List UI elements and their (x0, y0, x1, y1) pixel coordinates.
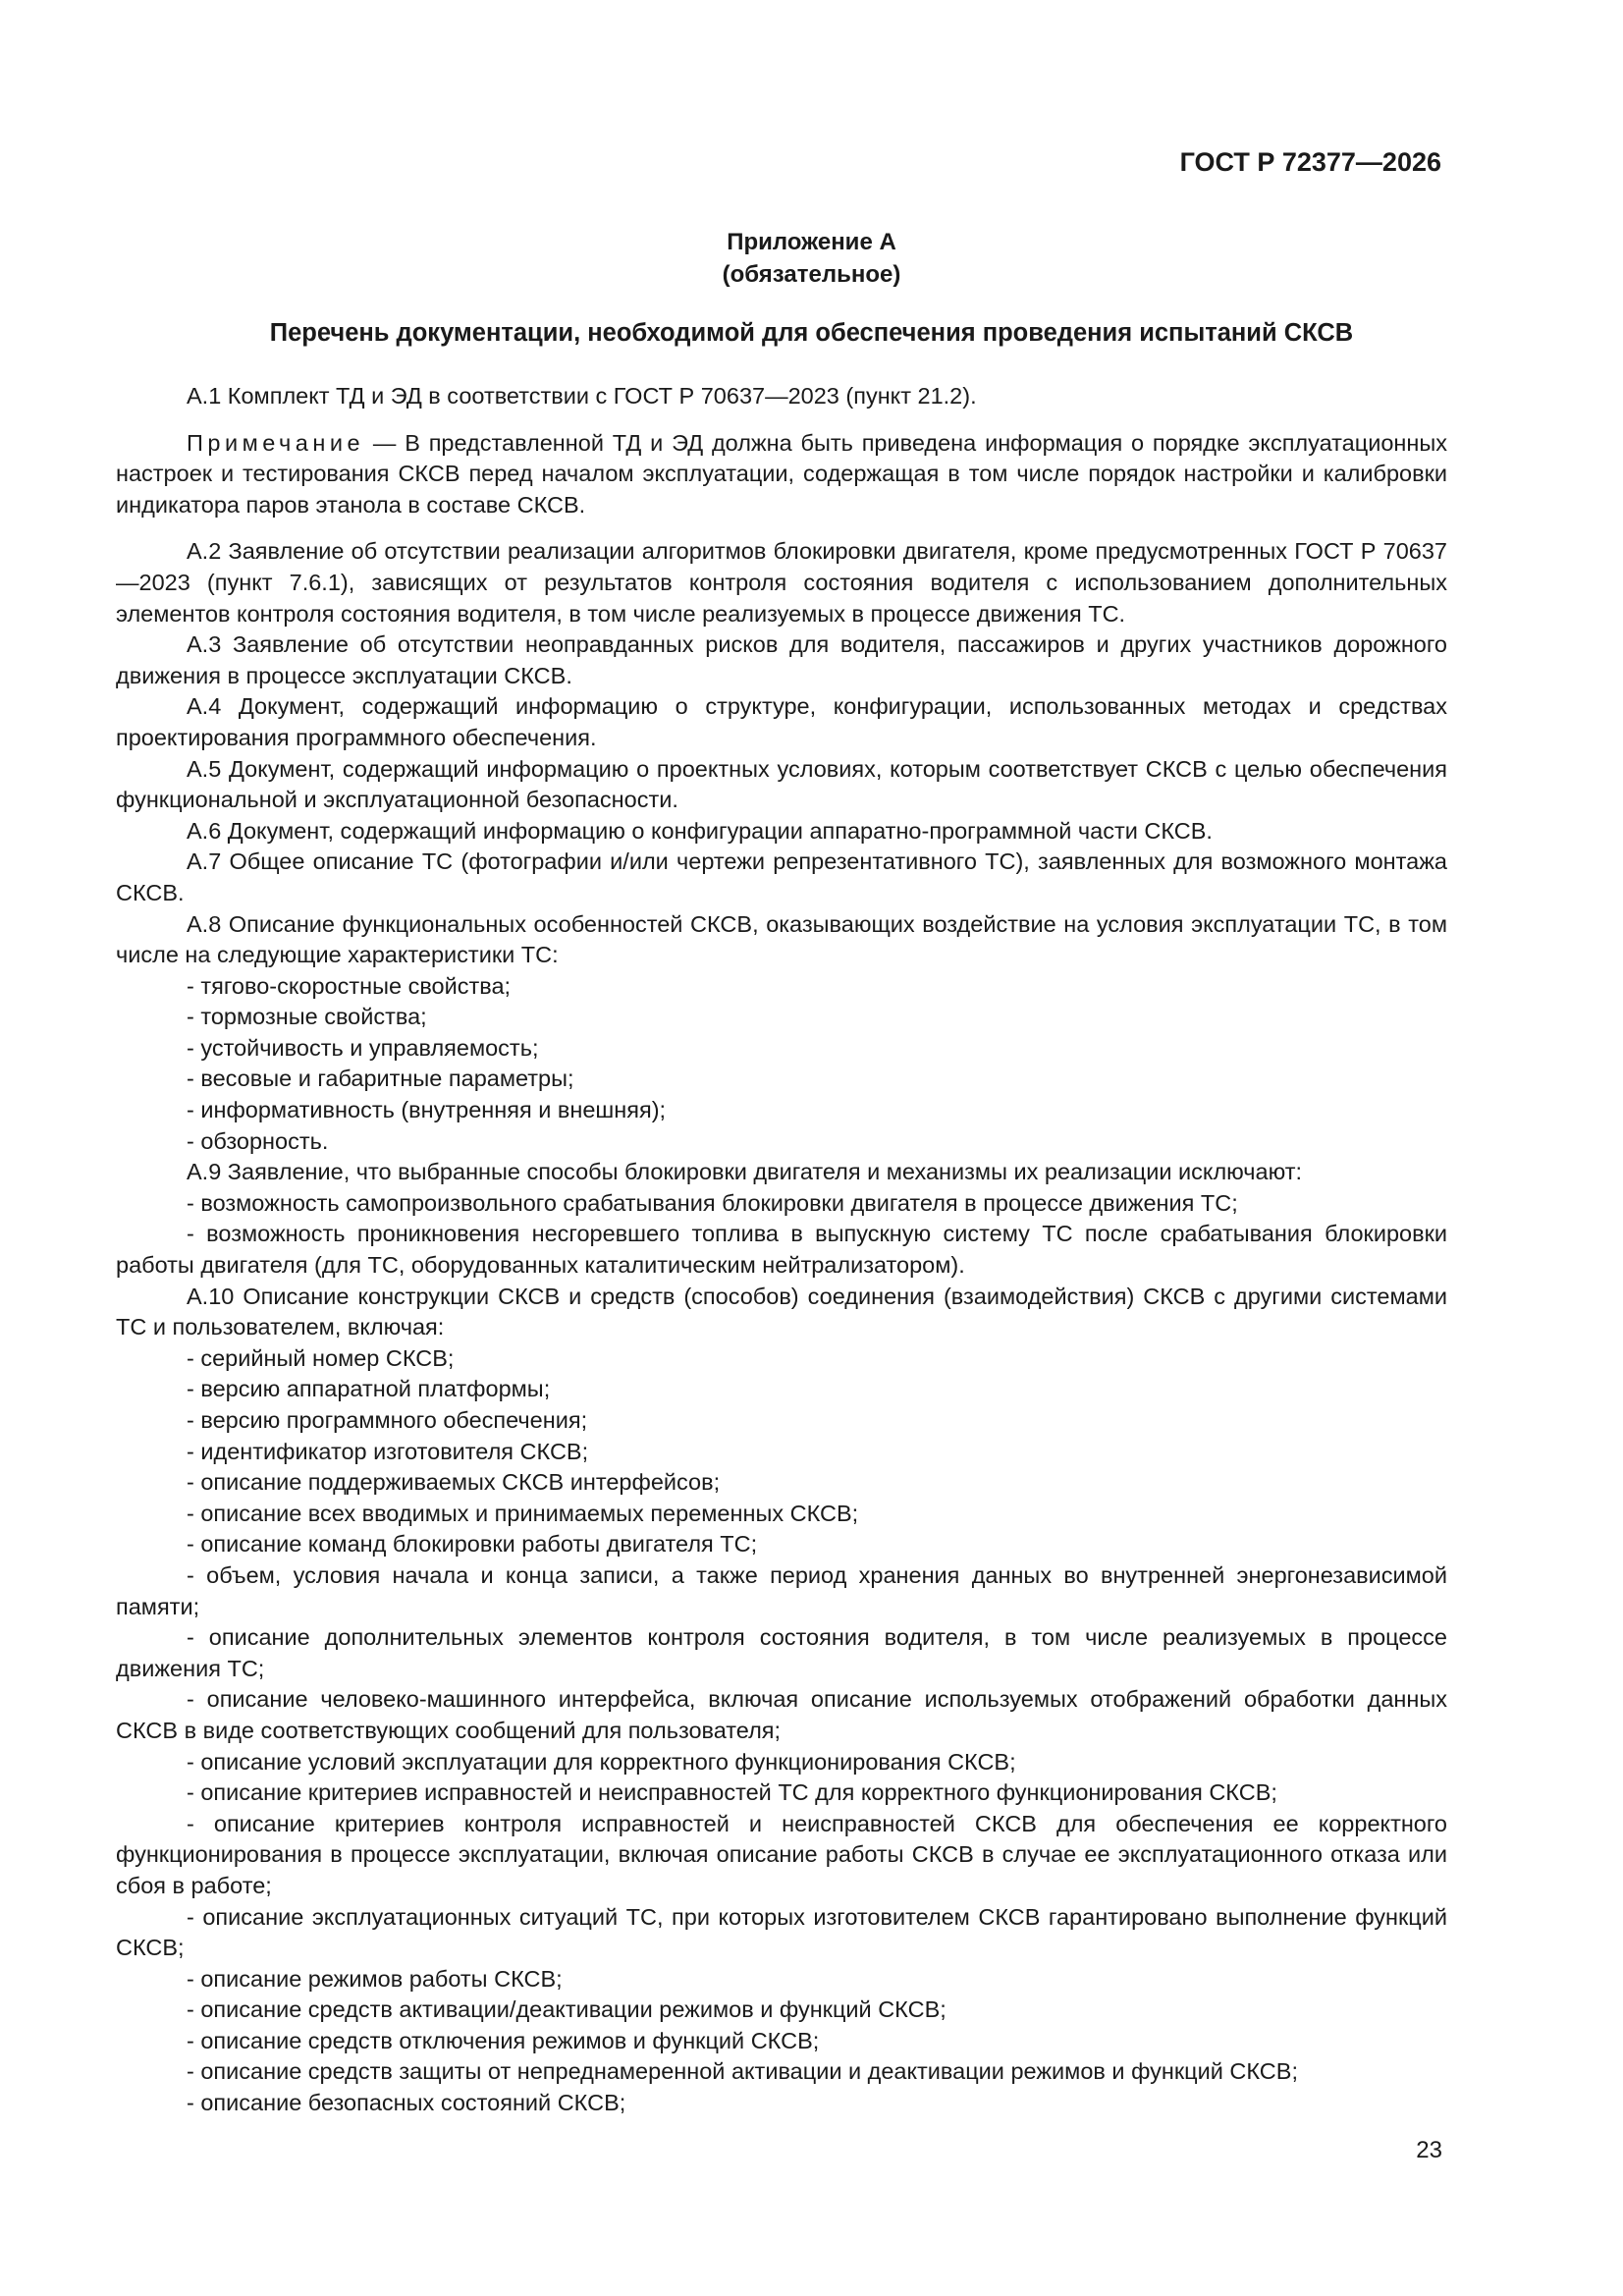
list-item: - описание критериев исправностей и неисправностей ТС для корректного функционирования СКСВ; (187, 1779, 1277, 1806)
list-item: - объем, условия начала и конца записи, а также период хранения данных во внутренней энергонезависимой памяти; (116, 1561, 1447, 1619)
list-item: - описание поддерживаемых СКСВ интерфейсов; (187, 1469, 721, 1496)
list-item: - тягово-скоростные свойства; (187, 972, 512, 999)
section-title: Перечень документации, необходимой для обеспечения проведения испытаний СКСВ (269, 319, 1354, 347)
list-item: - версию программного обеспечения; (187, 1407, 588, 1433)
paragraph-a9: А.9 Заявление, что выбранные способы блокировки двигателя и механизмы их реализации исключают: (187, 1159, 1302, 1185)
paragraph-a2: А.2 Заявление об отсутствии реализации алгоритмов блокировки двигателя, кроме предусмотренных ГОСТ Р 70637—2023 (пункт 7.6.1), зависящих от результатов контроля состояния водителя с использованием дополнительных элементов контроля состояния водителя, в том числе реализуемых в процессе движения ТС. (116, 538, 1447, 627)
list-item: - устойчивость и управляемость; (187, 1034, 539, 1061)
list-item: - серийный номер СКСВ; (187, 1344, 455, 1371)
list-item: - описание средств активации/деактивации режимов и функций СКСВ; (187, 1996, 947, 2023)
document-code: ГОСТ Р 72377—2026 (1179, 147, 1441, 177)
paragraph-a1: А.1 Комплект ТД и ЭД в соответствии с ГОСТ Р 70637—2023 (пункт 21.2). (187, 383, 977, 409)
document-body (116, 381, 1447, 2119)
list-item: - версию аппаратной платформы; (187, 1376, 551, 1402)
list-item: - обзорность. (187, 1127, 329, 1154)
list-item: - описание средств защиты от непреднамеренной активации и деактивации режимов и функций СКСВ; (187, 2058, 1298, 2085)
list-item: - описание дополнительных элементов контроля состояния водителя, в том числе реализуемых в процессе движения ТС; (116, 1624, 1447, 1681)
note-label: Примечание (187, 429, 365, 456)
paragraph-a4: А.4 Документ, содержащий информацию о структуре, конфигурации, использованных методах и средствах проектирования программного обеспечения. (116, 693, 1447, 750)
list-item: - описание режимов работы СКСВ; (187, 1965, 563, 1992)
paragraph-a5: А.5 Документ, содержащий информацию о проектных условиях, которым соответствует СКСВ с целью обеспечения функциональной и эксплуатационной безопасности. (116, 755, 1447, 813)
annex-status: (обязательное) (722, 261, 901, 288)
list-item: - описание условий эксплуатации для корректного функционирования СКСВ; (187, 1748, 1016, 1775)
paragraph-a10: А.10 Описание конструкции СКСВ и средств (способов) соединения (взаимодействия) СКСВ с другими системами ТС и пользователем, включая: (116, 1283, 1447, 1340)
list-item: - идентификатор изготовителя СКСВ; (187, 1438, 589, 1464)
note-text: — В представленной ТД и ЭД должна быть приведена информация о порядке эксплуатационных настроек и тестирования СКСВ перед началом эксплуатации, содержащая в том числе порядок настройки и калибровки индикатора паров этанола в составе СКСВ. (116, 429, 1447, 518)
list-item: - описание критериев контроля исправностей и неисправностей СКСВ для обеспечения ее корректного функционирования в процессе эксплуатации, включая описание работы СКСВ в случае ее эксплуатационного отказа или сбоя в работе; (116, 1810, 1447, 1898)
list-item: - возможность самопроизвольного срабатывания блокировки двигателя в процессе движения ТС; (187, 1189, 1238, 1216)
list-item: - возможность проникновения несгоревшего топлива в выпускную систему ТС после срабатывания блокировки работы двигателя (для ТС, оборудованных каталитическим нейтрализатором). (116, 1221, 1447, 1279)
list-item: - описание эксплуатационных ситуаций ТС, при которых изготовителем СКСВ гарантировано выполнение функций СКСВ; (116, 1903, 1447, 1961)
list-item: - описание всех вводимых и принимаемых переменных СКСВ; (187, 1500, 859, 1526)
paragraph-a8: А.8 Описание функциональных особенностей СКСВ, оказывающих воздействие на условия эксплуатации ТС, в том числе на следующие характеристики ТС: (116, 910, 1447, 968)
note-paragraph (116, 428, 1447, 521)
paragraph-a6: А.6 Документ, содержащий информацию о конфигурации аппаратно-программной части СКСВ. (187, 817, 1213, 844)
list-item: - описание средств отключения режимов и функций СКСВ; (187, 2027, 820, 2053)
list-item: - описание человеко-машинного интерфейса, включая описание используемых отображений обработки данных СКСВ в виде соответствующих сообщений для пользователя; (116, 1686, 1447, 1743)
page-number: 23 (1416, 2137, 1442, 2163)
list-item: - тормозные свойства; (187, 1004, 427, 1030)
list-item: - весовые и габаритные параметры; (187, 1066, 574, 1092)
annex-title: Приложение А (727, 229, 896, 255)
list-item: - описание безопасных состояний СКСВ; (187, 2090, 626, 2116)
list-item: - описание команд блокировки работы двигателя ТС; (187, 1531, 758, 1558)
annex-heading (0, 226, 1623, 291)
list-item: - информативность (внутренняя и внешняя); (187, 1097, 667, 1123)
paragraph-a3: А.3 Заявление об отсутствии неоправданных рисков для водителя, пассажиров и других участников дорожного движения в процессе эксплуатации СКСВ. (116, 631, 1447, 688)
paragraph-a7: А.7 Общее описание ТС (фотографии и/или чертежи репрезентативного ТС), заявленных для возможного монтажа СКСВ. (116, 848, 1447, 905)
